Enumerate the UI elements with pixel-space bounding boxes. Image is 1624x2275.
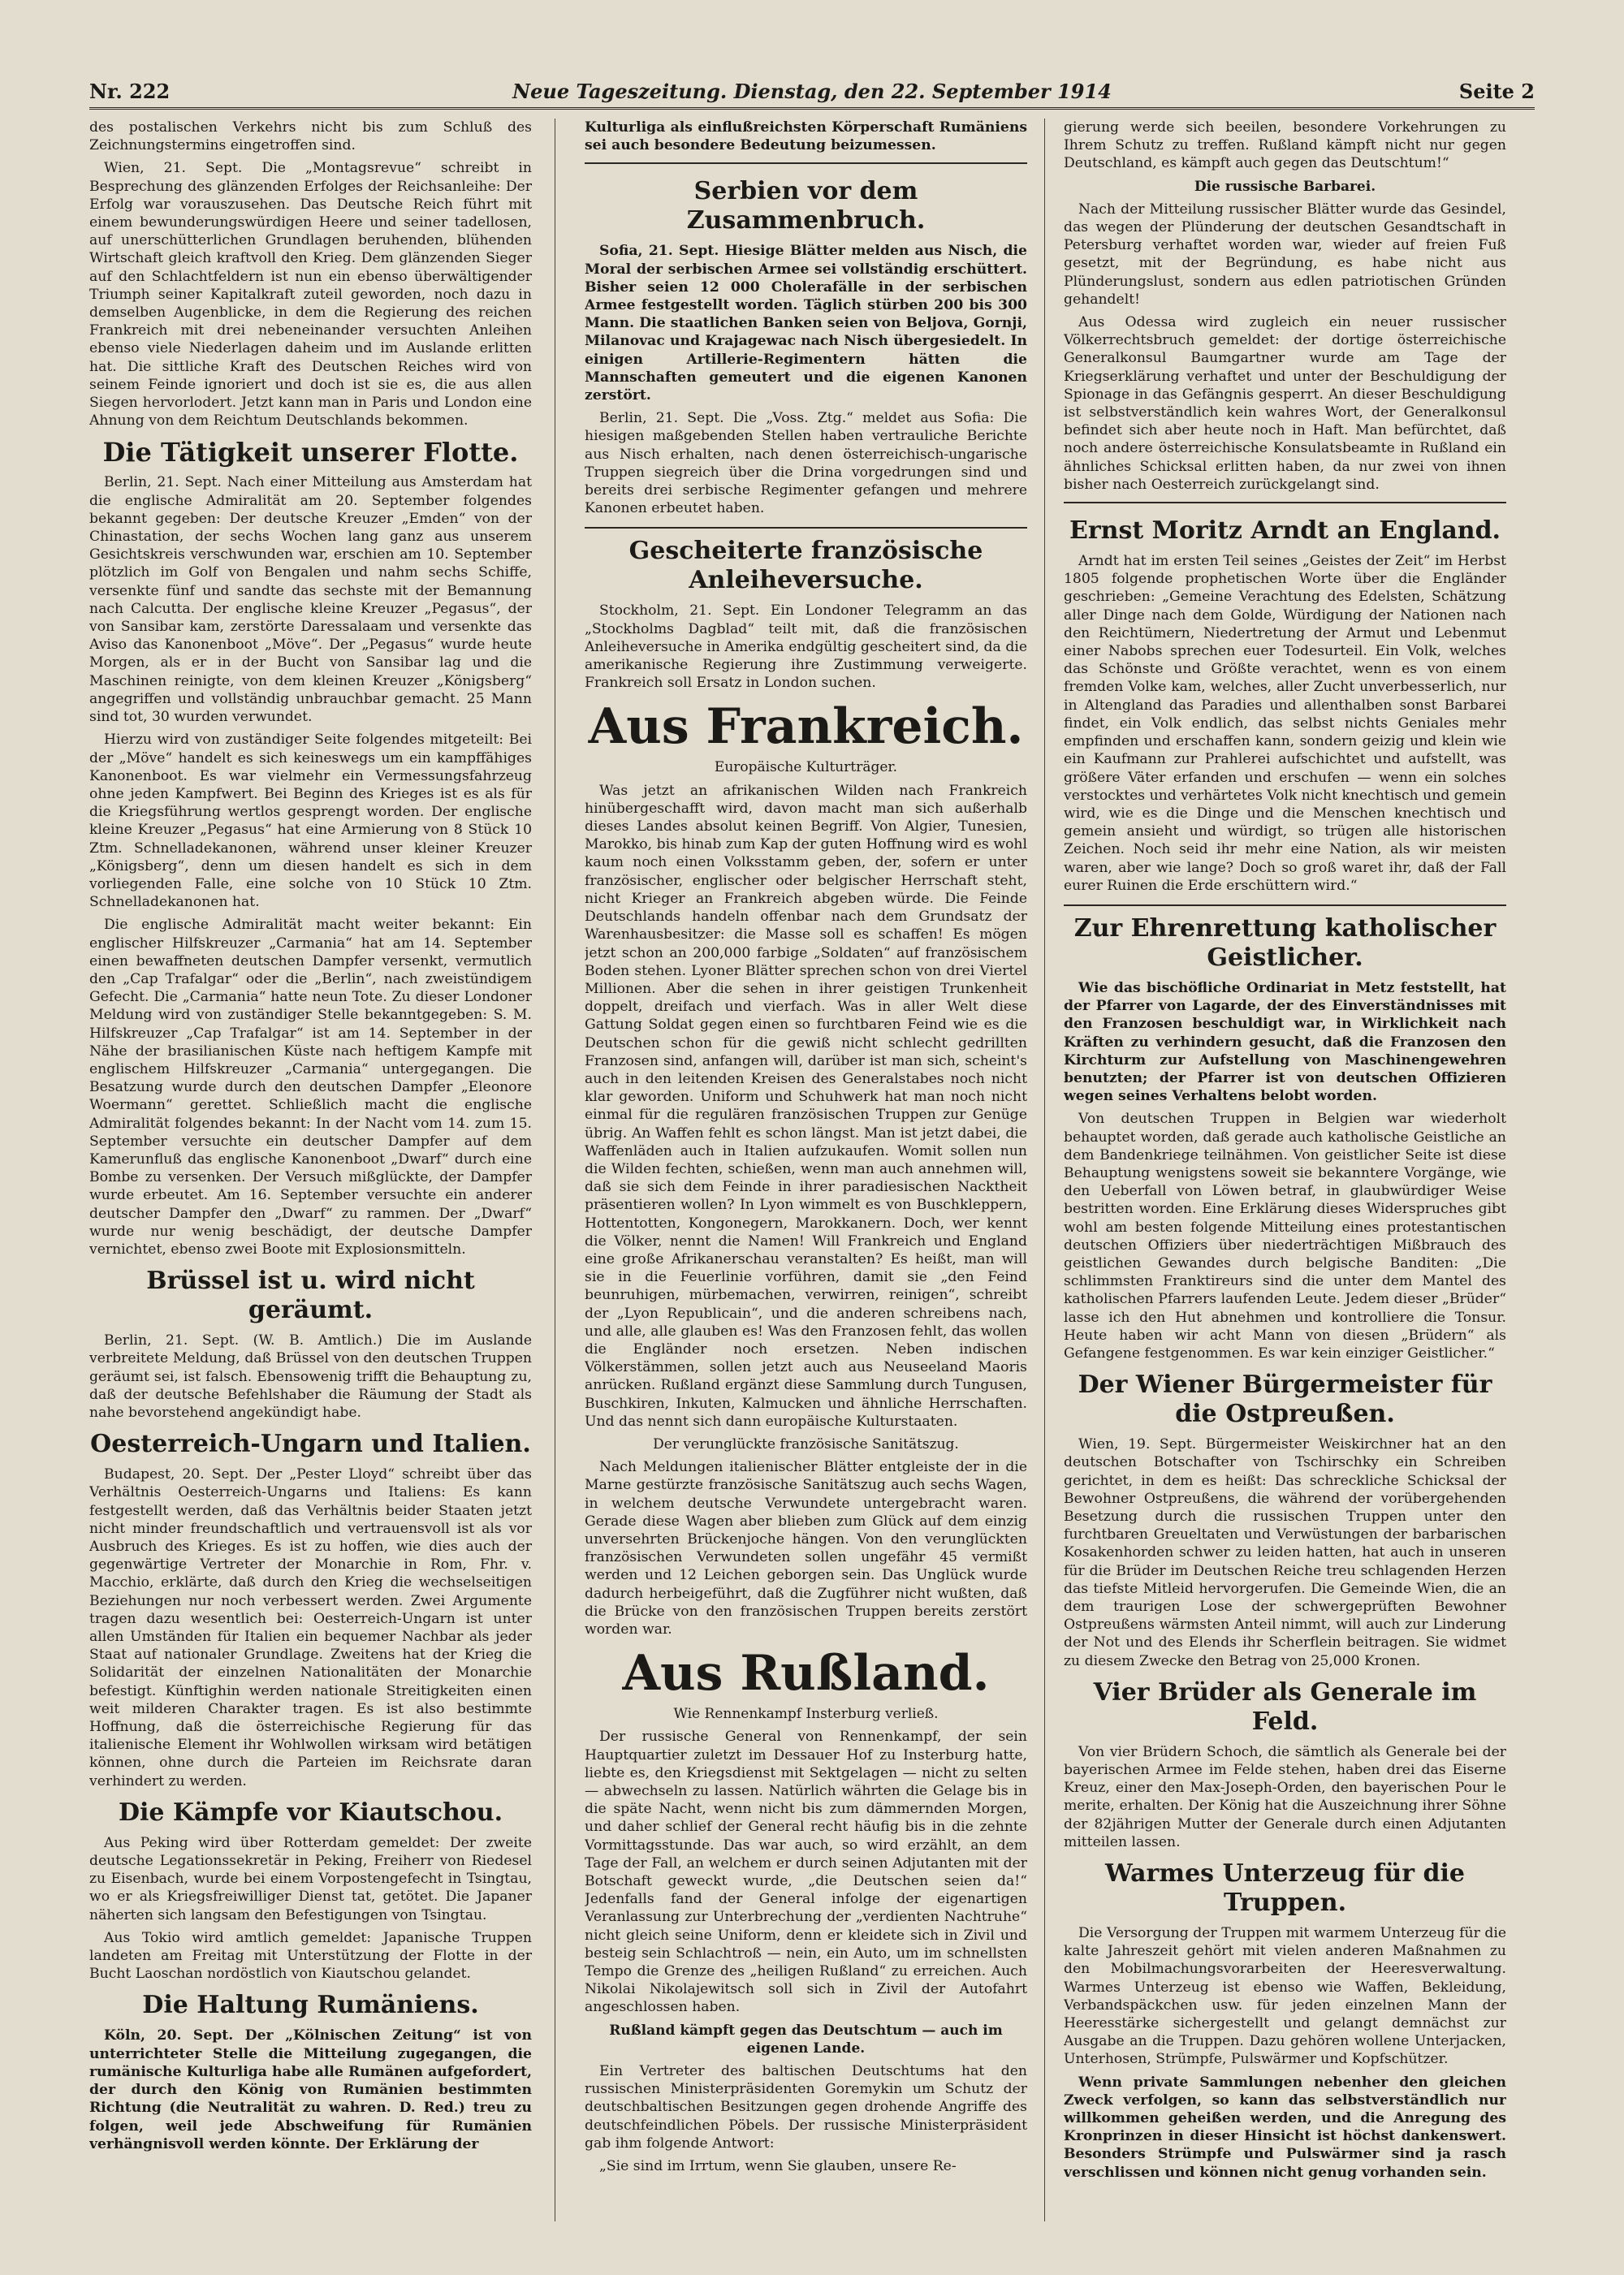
box-serbien — [585, 162, 1027, 529]
box-arndt — [1064, 502, 1506, 906]
article-text: Die Versorgung der Truppen mit warmem Unterzeug für die kalte Jahreszeit gehört mit vielen anderen Maßnahmen zu den Mobilmachungsvorarbeiten der Heeresverwaltung. Warmes Unterzeug ist ebenso wie Waffen, Bekleidung, Verbandspäckchen usw. für jeden einzelnen Mann der Heeresstärke sichergestellt und gelangt demnächst zur Ausgabe an die Truppen. Dazu gehören wollene Unterjacken, Unterhosen, Strümpfe, Pulswärmer und Kopfschützer. — [1064, 1925, 1506, 2068]
column-2 — [585, 119, 1027, 2230]
article-text: Wien, 19. Sept. Bürgermeister Weiskirchner hat an den deutschen Botschafter von Tschirschky ein Schreiben gerichtet, in dem es heißt: Das schreckliche Schicksal der Bewohner Ostpreußens, die während der vorübergehenden Besetzung durch die russischen Truppen unter den furchtbaren Greueltaten und Verwüstungen der barbarischen Kosakenhorden schwer zu leiden hatten, hat auch in unseren für die Brüder im Deutschen Reiche treu schlagenden Herzen das tiefste Mitleid hervorgerufen. Die Gemeinde Wien, die an dem traurigen Lose der schwergeprüften Bewohner Ostpreußens wärmsten Anteil nimmt, will auch zur Linderung der Not und des Elends ihr Scherflein beitragen. Sie widmet zu diesem Zwecke den Betrag von 25,000 Kronen. — [1064, 1436, 1506, 1669]
article-text: Aus Odessa wird zugleich ein neuer russischer Völkerrechtsbruch gemeldet: der dortige österreichische Generalkonsul Baumgartner wurde am Tage der Kriegserklärung verhaftet und unter der Beschuldigung der Spionage in das Gefängnis gesperrt. An dieser Beschuldigung ist selbstverständlich kein wahres Wort, der Generalkonsul befindet sich aber heute noch in Haft. Man befürchtet, daß noch andere österreichische Konsulatsbeamte in Rußland ein ähnliches Schicksal erlitten haben, da nur zwei von ihnen bisher nach Oesterreich zurückgelangt sind. — [1064, 314, 1506, 493]
article-text: Was jetzt an afrikanischen Wilden nach Frankreich hinübergeschafft wird, davon macht man sich außerhalb dieses Landes absolut keinen Begriff. Von Algier, Tunesien, Marokko, bis hinab zum Kap der guten Hoffnung wird es wohl kaum noch einen Volksstamm geben, der, sofern er unter französischer, englischer oder belgischer Herrschaft steht, nicht Krieger an Frankreich abgeben würde. Die Feinde Deutschlands handeln offenbar nach dem Grundsatz der Warenhausbesitzer: die Masse soll es schaffen! Es mögen jetzt schon an 200,000 farbige „Soldaten“ auf französischem Boden stehen. Lyoner Blätter sprechen schon von drei Viertel Millionen. Aber die sehen in ihrer geistigen Trunkenheit doppelt, dreifach und vierfach. Was in aller Welt diese Gattung Soldat gegen einen so furchtbaren Feind wie es die Deutschen schon für die gewiß nicht schlecht gedrillten Franzosen sind, anfangen will, darüber ist man sich, scheint's auch in den leitenden Kreisen des Generalstabes noch nicht klar geworden. Uniform und Schuhwerk hat man noch nicht einmal für die regulären französischen Truppen zur Genüge übrig. An Waffen fehlt es schon längst. Man ist jetzt dabei, die Waffenläden auch in Italien aufzukaufen. Womit sollen nun die Wilden fechten, schießen, wenn man auch annehmen will, daß sie sich dem Feinde in ihrer paradiesischen Nacktheit präsentieren wollen? In Lyon wimmelt es von Buschkleppern, Hottentotten, Kongonegern, Marokkanern. Doch, wer kennt die Völker, nennt die Namen! Will Frankreich und England eine große Afrikanerschau veranstalten? Es heißt, man will sie in die Feuerlinie vorführen, damit sie „den Feind beunruhigen, mürbemachen, verwirren, reinigen“, schreibt der „Lyon Republicain“, und die anderen schreibens nach, und alle, alle glauben es! Was den Franzosen fehlt, das wollen die Engländer noch ersetzen. Neben indischen Völkerstämmen, sollen jetzt auch aus Neuseeland Maoris anrücken. Rußland ergänzt diese Sammlung durch Tungusen, Buschkiren, Inkuten, Kalmucken und ähnliche Herrschaften. Und das nennt sich dann europäische Kulturstaaten. — [585, 782, 1027, 1430]
page-number: Seite 2 — [1458, 80, 1535, 103]
headline-unterzeug: Warmes Unterzeug für die Truppen. — [1105, 1859, 1465, 1918]
subheadline: Wie Rennenkampf Insterburg verließ. — [673, 1706, 939, 1723]
article-text: des postalischen Verkehrs nicht bis zum Schluß des Zeichnungstermins eingetroffen sind. — [89, 119, 532, 154]
column-3 — [1064, 119, 1506, 2230]
headline-frankreich: Aus Frankreich. — [588, 698, 1024, 756]
article-text: Der russische General von Rennenkampf, der sein Hauptquartier zuletzt im Dessauer Hof zu Insterburg hatte, liebte es, den Kriegsdienst mit Sektgelagen — nicht zu selten — abwechseln zu lassen. Natürlich währten die Gelage bis in die späte Nacht, wenn nicht bis zum dämmernden Morgen, und daher schlief der General recht häufig bis in die zehnte Vormittagsstunde. Das war auch, so wird erzählt, an dem Tage der Fall, an welchem er durch seinen Adjutanten mit der Botschaft geweckt wurde, „die Deutschen seien da!“ Jedenfalls fand der General infolge der eigenartigen Veranlassung zur Unterbrechung der „verdienten Nachtruhe“ nicht gleich seine Uniform, denn er kleidete sich in Zivil und besteig sein Schlachtroß — nein, ein Auto, um im schnellsten Tempo die Grenze des „heiligen Rußland“ zu erreichen. Auch Nikolai Nikolajewitsch soll sich in Zivil der Autofahrt angeschlossen haben. — [585, 1729, 1027, 2016]
headline-rumaenien: Die Haltung Rumäniens. — [142, 1991, 479, 2020]
article-text: Berlin, 21. Sept. Nach einer Mitteilung aus Amsterdam hat die englische Admiralität am 20. September folgendes bekannt gegeben: Der deutsche Kreuzer „Emden“ von der Chinastation, der sechs Wochen lang ganz aus unserem Gesichtskreis verschwunden war, erschien am 10. September plötzlich im Golf von Bengalen und nahm sechs Schiffe, versenkte fünf und sandte das sechste mit der Bemannung nach Calcutta. Der englische kleine Kreuzer „Pegasus“, der von Sansibar kam, zerstörte Daressalaam und versenkte das Aviso das Kanonenboot „Möve“. Der „Pegasus“ wurde heute Morgen, als er in der Bucht von Sansibar lag und die Maschinen reinigte, von dem kleinen Kreuzer „Königsberg“ angegriffen und vollständig unbrauchbar gemacht. 25 Mann sind tot, 30 wurden verwundet. — [89, 474, 532, 726]
headline-flotte: Die Tätigkeit unserer Flotte. — [102, 437, 519, 468]
headline-bruessel: Brüssel ist u. wird nicht geräumt. — [146, 1267, 475, 1325]
subheadline: Die russische Barbarei. — [1194, 178, 1376, 195]
article-text: gierung werde sich beeilen, besondere Vorkehrungen zu Ihrem Schutz zu treffen. Rußland kämpft nicht nur gegen Deutschland, es kämpft auch gegen das Deutschtum!“ — [1064, 119, 1506, 172]
article-text: Nach der Mitteilung russischer Blätter wurde das Gesindel, das wegen der Plünderung der deutschen Gesandtschaft in Petersburg verhaftet worden war, wieder auf freien Fuß gesetzt, mit der Begründung, es habe nicht aus Plünderungslust, sondern aus edlen patriotischen Gründen gehandelt! — [1064, 201, 1506, 308]
article-text: Die englische Admiralität macht weiter bekannt: Ein englischer Hilfskreuzer „Carmania“ hat am 14. September einen bewaffneten deutschen Dampfer versenkt, vermutlich den „Cap Trafalgar“ oder die „Berlin“, nach zweistündigem Gefecht. Die „Carmania“ hatte neun Tote. Zu dieser Londoner Meldung wird von zuständiger Stelle bekanntgegeben: S. M. Hilfskreuzer „Cap Trafalgar“ ist am 14. September in der Nähe der brasilianischen Küste nach heftigem Kampfe mit englischem Hilfskreuzer „Carmania“ untergegangen. Die Besatzung wurde durch den deutschen Dampfer „Eleonore Woermann“ gerettet. Schließlich macht die englische Admiralität folgendes bekannt: In der Nacht vom 14. zum 15. September versuchte ein deutscher Dampfer auf dem Kamerunfluß das englische Kanonenboot „Dwarf“ durch eine Bombe zu versenken. Der Versuch mißglückte, der Dampfer wurde erbeutet. Am 16. September versuchte ein anderer deutscher Dampfer den „Dwarf“ zu rammen. Der „Dwarf“ wurde nur wenig beschädigt, der deutsche Dampfer vernichtet, ebenso zwei Boote mit Explosionsmitteln. — [89, 917, 532, 1258]
headline-serbien: Serbien vor dem Zusammenbruch. — [686, 177, 926, 235]
column-rule — [1044, 119, 1045, 2221]
headline-arndt: Ernst Moritz Arndt an England. — [1069, 516, 1501, 546]
newspaper-title-date: Neue Tageszeitung. Dienstag, den 22. September 1914 — [512, 80, 1112, 103]
article-text: Nach Meldungen italienischer Blätter entgleiste der in die Marne gestürzte französische Sanitätszug auch sechs Wagen, in welchem deutsche Verwundete untergebracht waren. Gerade diese Wagen aber blieben zum Glück auf dem einzig unversehrten Brückenjoche hängen. Von den verunglückten französischen Verwundeten sollen ungefähr 45 vermißt werden und 12 Leichen geborgen sein. Das Unglück wurde dadurch herbeigeführt, daß die Zugführer nicht wußten, daß die Brücke von den französischen Truppen bereits zerstört worden war. — [585, 1459, 1027, 1638]
headline-russland: Aus Rußland. — [622, 1645, 990, 1703]
article-text: Hierzu wird von zuständiger Seite folgendes mitgeteilt: Bei der „Möve“ handelt es sich keineswegs um ein kampffähiges Kanonenboot. Es war vielmehr ein Vermessungsfahrzeug ohne jeden Kampfwert. Bei Beginn des Krieges ist es als für die Kriegsführung wertlos gesprengt worden. Der englische kleine Kreuzer „Pegasus“ hat eine Armierung von 8 Stück 10 Ztm. Schnelladekanonen, während unser kleiner Kreuzer „Königsberg“, denn um diesen handelt es sich in dem vorliegenden Falle, eine solche von 10 Stück 10 Ztm. Schnelladekanonen hat. — [89, 732, 532, 911]
article-text: Berlin, 21. Sept. Die „Voss. Ztg.“ meldet aus Sofia: Die hiesigen maßgebenden Stellen haben vertrauliche Berichte aus Nisch erhalten, nach denen österreichisch-ungarische Truppen siegreich über die Drina vorgedrungen sind und bereits drei serbische Regimenter gefangen und mehrere Kanonen erbeutet haben. — [585, 410, 1027, 517]
headline-vier-brueder: Vier Brüder als Generale im Feld. — [1093, 1677, 1477, 1736]
headline-anleiheversuche: Gescheiterte französische Anleiheversuche. — [628, 537, 983, 595]
subheadline: Der verunglückte französische Sanitätszug. — [653, 1435, 959, 1453]
masthead — [89, 78, 1535, 110]
headline-oesterreich-italien: Oesterreich-Ungarn und Italien. — [90, 1430, 531, 1459]
headline-ehrenrettung: Zur Ehrenrettung katholischer Geistlicher. — [1073, 913, 1497, 972]
subheadline: Europäische Kulturträger. — [714, 759, 898, 776]
article-text: Ein Vertreter des baltischen Deutschtums hat den russischen Ministerpräsidenten Goremykin um Schutz der deutschbaltischen Besitzungen gegen drohende Angriffe des deutschfeindlichen Pöbels. Der russische Ministerpräsident gab ihm folgende Antwort: — [585, 2063, 1027, 2152]
article-text: Wenn private Sammlungen nebenher den gleichen Zweck verfolgen, so kann das selbstverständlich nur willkommen geheißen werden, und die Anregung des Kronprinzen in dieser Hinsicht ist höchst dankenswert. Besonders Strümpfe und Pulswärmer sind ja rasch verschlissen und können nicht genug vorhanden sein. — [1064, 2074, 1506, 2181]
article-text: Wie das bischöfliche Ordinariat in Metz feststellt, hat der Pfarrer von Lagarde, der des Einverständnisses mit den Franzosen beschuldigt war, in Wirklichkeit nach Kräften zu verhindern gesucht, daß die Franzosen den Kirchturm zur Aufstellung von Maschinengewehren benutzten; der Pfarrer ist von deutschen Offizieren wegen seines Verhaltens belobt worden. — [1064, 979, 1506, 1105]
article-text: Köln, 20. Sept. Der „Kölnischen Zeitung“ ist von unterrichteter Stelle die Mitteilung zugegangen, die rumänische Kulturliga habe alle Rumänen aufgefordert, der durch den König von Rumänien bestimmten Richtung (die Neutralität zu wahren. D. Red.) treu zu folgen, weil jede Abschweifung für Rumänien verhängnisvoll werden könnte. Der Erklärung der — [89, 2027, 532, 2152]
issue-number: Nr. 222 — [89, 80, 171, 103]
column-1 — [89, 119, 532, 2230]
article-text: Budapest, 20. Sept. Der „Pester Lloyd“ schreibt über das Verhältnis Oesterreich-Ungarns und Italiens: Es kann festgestellt werden, daß das Verhältnis beider Staaten jetzt nicht minder freundschaftlich und vertrauensvoll ist als vor Ausbruch des Krieges. Es ist zu hoffen, wie dies auch der gegenwärtige Vertreter der Monarchie in Rom, Fhr. v. Macchio, erklärte, daß durch den Krieg die wechselseitigen Beziehungen nur noch verbessert werden. Zwei Argumente tragen dazu wesentlich bei: Oesterreich-Ungarn ist unter allen Umständen für Italien ein bequemer Nachbar als jeder Staat auf nationaler Grundlage. Zweitens hat der Krieg die Solidarität der einzelnen Nationalitäten der Monarchie befestigt. Künftighin werden nationale Streitigkeiten einen weit milderen Charakter tragen. Es ist also bestimmte Hoffnung, daß die österreichische Regierung für das italienische Element ihr Wohlwollen wirksam wird betätigen können, ohne durch die Parteien im Reichsrate daran verhindert zu werden. — [89, 1466, 532, 1789]
article-text: Aus Tokio wird amtlich gemeldet: Japanische Truppen landeten am Freitag mit Unterstützung der Flotte in der Bucht Laoschan nordöstlich von Kiautschou gelandet. — [89, 1929, 532, 1983]
article-text: Von vier Brüdern Schoch, die sämtlich als Generale bei der bayerischen Armee im Felde stehen, haben drei das Eiserne Kreuz, einer den Max-Joseph-Orden, den bayerischen Pour le merite, erhalten. Der König hat die Auszeichnung ihrer Söhne der 82jährigen Mutter der Generale durch einen Adjutanten mitteilen lassen. — [1064, 1743, 1506, 1850]
article-text: „Sie sind im Irrtum, wenn Sie glauben, unsere Re- — [599, 2158, 957, 2175]
article-text: Kulturliga als einflußreichsten Körperschaft Rumäniens sei auch besondere Bedeutung beizumessen. — [585, 119, 1027, 154]
subheadline: Rußland kämpft gegen das Deutschtum — auch im eigenen Lande. — [609, 2022, 1003, 2057]
article-text: Wien, 21. Sept. Die „Montagsrevue“ schreibt in Besprechung des glänzenden Erfolges der Reichsanleihe: Der Erfolg war vorauszusehen. Das Deutsche Reich führt mit einem bewunderungswürdigen Heere und seiner tadellosen, auf unerschütterlichen Grundlagen beruhenden, blühenden Wirtschaft gleich kraftvoll den Krieg. Dem glänzenden Sieger auf den Schlachtfeldern ist nun ein ebenso überwältigender Triumph seiner Kapitalkraft zuteil geworden, noch dazu in demselben Augenblicke, in dem die Regierung des reichen Frankreich mit drei nebeneinander versuchten Anleihen ebenso viele Niederlagen daheim und im Auslande erlitten hat. Die sittliche Kraft des Deutschen Reiches wird von seinem Feinde ignoriert und doch ist sie es, die aus allen Siegen hervorlodert. Jetzt kann man in Paris und London eine Ahnung von dem Reichtum Deutschlands bekommen. — [89, 160, 532, 430]
article-text: Sofia, 21. Sept. Hiesige Blätter melden aus Nisch, die Moral der serbischen Armee sei vollständig erschüttert. Bisher seien 12 000 Cholerafälle in der serbischen Armee festgestellt worden. Täglich stürben 200 bis 300 Mann. Die staatlichen Banken seien von Beljova, Gornji, Milanovac und Krajagewac nach Nisch übergesiedelt. In einigen Artillerie-Regimentern hätten die Mannschaften gemeutert und die eigenen Kanonen zerstört. — [585, 243, 1027, 404]
headline-kiautschou: Die Kämpfe vor Kiautschou. — [118, 1798, 503, 1827]
article-text: Von deutschen Truppen in Belgien war wiederholt behauptet worden, daß gerade auch katholische Geistliche an dem Bandenkriege teilnähmen. Von geistlicher Seite ist diese Behauptung wenigstens soweit sie bekanntere Vorgänge, wie den Ueberfall von Löwen betraf, in glaubwürdiger Weise bestritten worden. Eine Erklärung dieses Widerspruches gibt wohl am besten folgende Mitteilung eines protestantischen deutschen Offiziers über niederträchtigen Mißbrauch des geistlichen Gewandes durch belgische Banditen: „Die schlimmsten Franktireurs sind die unter dem Mantel des katholischen Pfarrers laufenden Leute. Jedem dieser „Brüder“ lasse ich den Hut abnehmen und kontrolliere die Tonsur. Heute haben wir acht Mann von diesen „Brüdern“ als Gefangene festgenommen. Es war kein einziger Geistlicher.“ — [1064, 1111, 1506, 1362]
article-text: Stockholm, 21. Sept. Ein Londoner Telegramm an das „Stockholms Dagblad“ teilt mit, daß die französischen Anleiheversuche in Amerika endgültig gescheitert sind, da die amerikanische Regierung ihre Zustimmung verweigerte. Frankreich soll Ersatz in London suchen. — [585, 602, 1027, 692]
article-text: Aus Peking wird über Rotterdam gemeldet: Der zweite deutsche Legationssekretär in Peking, Freiherr von Riedesel zu Eisenbach, wurde bei einem Vorpostengefecht in Tsingtau, wo er als Kriegsfreiwilliger Dienst tat, getötet. Die Japaner näherten sich langsam den Befestigungen von Tsingtau. — [89, 1834, 532, 1923]
article-text: Arndt hat im ersten Teil seines „Geistes der Zeit“ im Herbst 1805 folgende prophetischen Worte über die Engländer geschrieben: „Gemeine Verachtung des Edelsten, Schätzung aller Dinge nach dem Golde, Würdigung der Nationen nach den Reichtümern, Niedertretung der Armut und Lebenmut einer Nabobs sprechen euer Todesurteil. Ein Volk, welches das Schönste und Größte verachtet, wenn es von einem fremden Volke kam, welches, aller Zucht unverbesserlich, nur in Altengland das Paradies und allenthalben sonst Barbarei findet, ein Volk endlich, das selbst nichts Geniales mehr empfinden und erschaffen kann, sondern geizig und klein wie ein Kaufmann zur Prahlerei aufschichtet und aufstellt, was größere Väter erfanden und erschufen — wenn ein solches verstocktes und verhärtetes Volk nicht knechtisch und gemein wird, wie es die Dinge und die Menschen knechtisch und gemein ansieht und würdigt, so trügen alle historischen Zeichen. Noch seid ihr mehr eine Nation, als wir meisten waren, aber wie lange? Doch so groß waret ihr, daß der Fall eurer Ruinen die Erde erschüttern wird.“ — [1064, 553, 1506, 894]
headline-wiener-buergermeister: Der Wiener Bürgermeister für die Ostpreußen. — [1078, 1371, 1492, 1429]
article-text: Berlin, 21. Sept. (W. B. Amtlich.) Die im Auslande verbreitete Meldung, daß Brüssel von den deutschen Truppen geräumt sei, ist falsch. Ebensowenig trifft die Behauptung zu, daß der deutsche Befehlshaber die Räumung der Stadt als nahe bevorstehend angekündigt habe. — [89, 1332, 532, 1421]
